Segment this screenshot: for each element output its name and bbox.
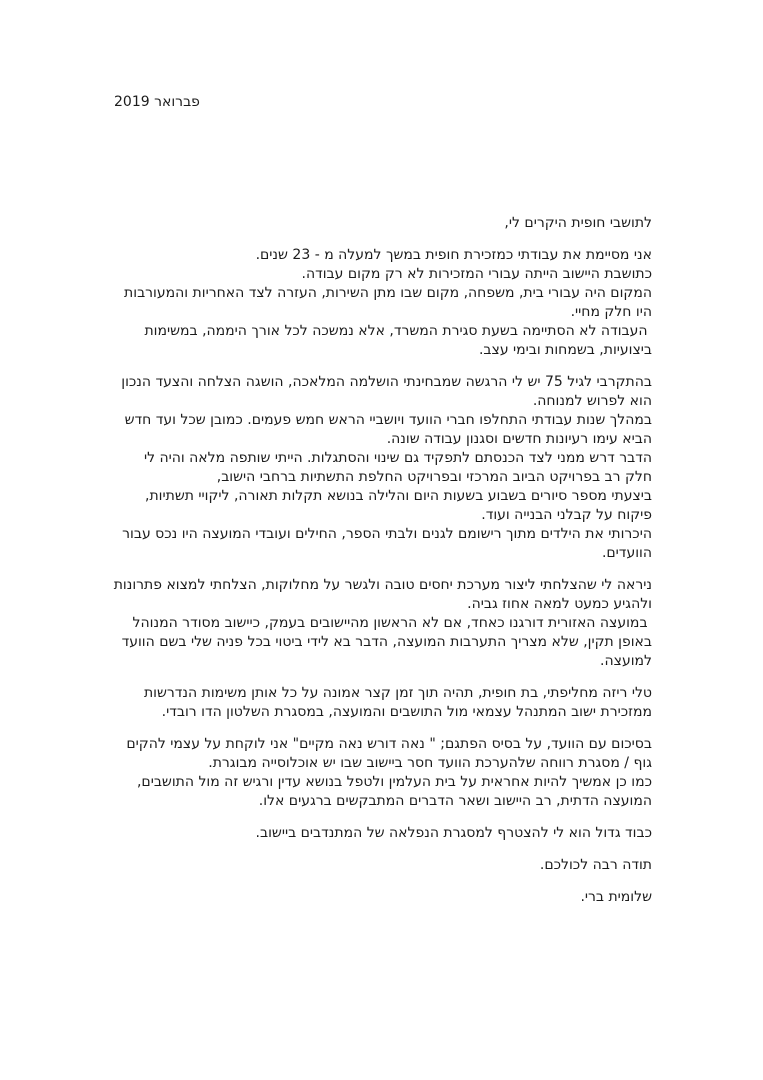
letter-line: המועצה הדתית, רב היישוב ושאר הדברים המתבקשים ברגעים אלו.: [258, 793, 652, 809]
letter-line: המקום היה עבורי בית, משפחה, מקום שבו מתן השירות, העזרה לצד האחריות והמעורבות: [124, 285, 652, 301]
letter-line: הדבר דרש ממני לצד הכנסתם לתפקיד גם שינוי והסתגלות. הייתי שותפה מלאה והיה לי: [143, 450, 652, 466]
letter-signature: שלומית ברי.: [580, 889, 652, 905]
letter-line: בהתקרבי לגיל 75 יש לי הרגשה שמבחינתי הושלמה המלאכה, הושגה הצלחה והצעד הנכון: [121, 374, 652, 390]
letter-line: הוא לפרוש למנוחה.: [532, 393, 652, 409]
letter-line: [106, 233, 652, 246]
letter-line: באופן תקין, שלא מצריך התערבות המועצה, הדבר בא לידי ביטוי בכל פניה שלי בשם הוועד: [121, 634, 652, 650]
letter-date: פברואר 2019: [114, 94, 200, 110]
letter-line: [106, 722, 652, 735]
letter-line: [106, 843, 652, 856]
letter-line: ביצעתי מספר סיורים בשבוע בשעות היום והלילה בנושא תקלות תאורה, ליקויי תשתיות,: [145, 488, 652, 504]
letter-line: אני מסיימת את עבודתי כמזכירת חופית במשך למעלה מ - 23 שנים.: [255, 247, 652, 263]
letter-line: ממזכירת ישוב המתנהל עצמאי מול התושבים והמועצה, במסגרת השלטון הדו רובדי.: [161, 704, 652, 720]
letter-line: כבוד גדול הוא לי להצטרף למסגרת הנפלאה של המתנדבים ביישוב.: [255, 825, 652, 841]
letter-line: הוועדים.: [601, 545, 652, 561]
letter-line: היו חלק מחיי.: [570, 304, 652, 320]
letter-line: [106, 875, 652, 888]
letter-line: חלק רב בפרויקט הביוב המרכזי ובפרויקט החלפת התשתיות ברחבי הישוב,: [216, 469, 652, 485]
letter-line: ולהגיע כמעט למאה אחוז גביה.: [467, 596, 652, 612]
letter-line: [106, 360, 652, 373]
letter-line: [106, 811, 652, 824]
letter-line: במועצה האזורית דורגנו כאחד, אם לא הראשון מהיישובים בעמק, כיישוב מסודר המנוהל: [132, 615, 652, 631]
letter-line: בסיכום עם הוועד, על בסיס הפתגם; " נאה דורש נאה מקיים" אני לוקחת על עצמי להקים: [126, 736, 652, 752]
letter-line: טלי ריזה מחליפתי, בת חופית, תהיה תוך זמן קצר אמונה על כל אותן משימות הנדרשות: [143, 685, 652, 701]
letter-line: במהלך שנות עבודתי התחלפו חברי הוועד ויושביי הראש חמש פעמים. כמובן שכל ועד חדש: [124, 412, 652, 428]
letter-line: פיקוח על קבלני הבנייה ועוד.: [481, 507, 652, 523]
letter-line: [106, 671, 652, 684]
letter-line: ביצועיות, בשמחות ובימי עצב.: [478, 342, 652, 358]
letter-salutation: לתושבי חופית היקרים לי,: [504, 215, 652, 231]
letter-line: כתושבת היישוב הייתה עבורי המזכירות לא רק מקום עבודה.: [301, 266, 652, 282]
letter-line: העבודה לא הסתיימה בשעת סגירת המשרד, אלא נמשכה לכל אורך היממה, במשימות: [144, 323, 652, 339]
letter-line: גוף / מסגרת רווחה שלהערכת הוועד חסר ביישוב שבו יש אוכלוסייה מבוגרת.: [208, 755, 652, 771]
letter-line: הביא עימו רעיונות חדשים וסגנון עבודה שונה.: [386, 431, 652, 447]
letter-line: היכרותי את הילדים מתוך רישומם לגנים ולבתי הספר, החילים ועובדי המועצה היו נכס עבור: [122, 526, 652, 542]
letter-body: [106, 214, 652, 907]
letter-line: כמו כן אמשיך להיות אחראית על בית העלמין ולטפל בנושא עדין ורגיש זה מול התושבים,: [136, 774, 652, 790]
letter-closing: תודה רבה לכולכם.: [539, 857, 652, 873]
letter-line: ניראה לי שהצלחתי ליצור מערכת יחסים טובה ולגשר על מחלוקות, הצלחתי למצוא פתרונות: [113, 577, 652, 593]
letter-line: למועצה.: [600, 653, 652, 669]
letter-line: [106, 563, 652, 576]
